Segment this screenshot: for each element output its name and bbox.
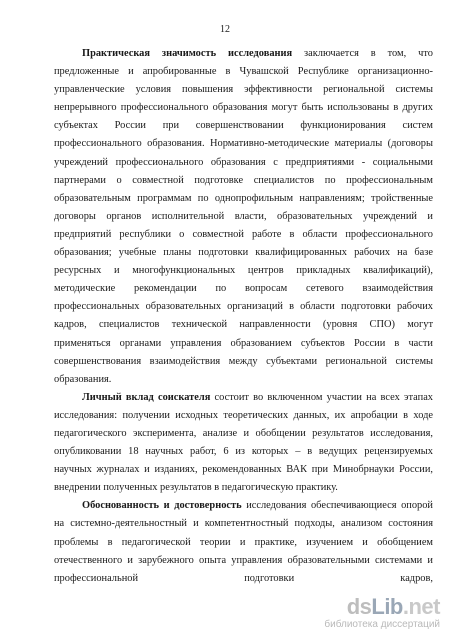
text-line: договоры органов исполнительной власти, образовательных учреждений и [54,210,433,222]
text-line: ресурсных и многофункциональных центров прикладных квалификаций), [54,265,433,277]
paragraph-lead: Практическая значимость исследования [82,48,293,59]
document-body [54,45,433,588]
text-line: кадров, специалистов технической направленности (уровня СПО) могут [54,319,433,331]
text-line: внедрении полученных результатов в педагогическую практику. [54,482,338,494]
page-number: 12 [220,24,230,35]
text-line: Обоснованность и достоверность исследования обеспечивающиеся опорой [82,500,433,512]
dslib-logo: dsLib.net [346,594,440,619]
text-line: субъектах России при совершенствовании функционирования систем [54,120,433,132]
text-line: методические рекомендации по вопросам сетевого взаимодействия [54,283,433,295]
paragraph-lead: Обоснованность и достоверность [82,500,242,512]
text-line: профессиональной подготовки кадров, [54,572,433,584]
text-line: профессиональных образовательных организаций в области подготовки рабочих [54,301,433,313]
text-line: опубликовании 18 научных работ, 6 из которых – в ведущих рецензируемых [54,446,433,458]
text-line: на системно-деятельностный и компетентностный подходы, анализом состояния [54,518,433,530]
text-line: предприятий республики о совместной работе в области профессионального [54,228,433,240]
text-line: педагогического эксперимента, анализе и обобщении результатов исследования, [54,427,433,439]
dslib-tagline: библиотека диссертаций [324,619,440,630]
paragraph-practical-significance [54,45,433,389]
text-line: непрерывного профессионального образования могут быть использованы в других [54,102,433,114]
text-line: образовательным программам по однопрофильным направлениям; тройственные [54,192,433,204]
text-line: применяться органами управления образованием субъектов России в части [54,337,433,349]
text-line: профессионального образования. Нормативно-методические материалы (договоры [54,138,433,150]
text-line: образования; учебные планы подготовки квалифицированных рабочих на базе [54,247,433,259]
text-line: управленческие условия повышения эффективности региональной системы [54,84,433,96]
dslib-watermark [320,595,440,631]
text-line: предложенные и апробированные в Чувашской Республике организационно- [54,66,433,78]
text-line: исследования: получении исходных теоретических данных, их апробации в ходе [54,409,433,421]
paragraph-personal-contribution [54,389,433,498]
text-line: учреждений профессионального образования с предприятиями - социальными [54,156,433,168]
text-line: Практическая значимость исследования заключается в том, что [82,48,433,59]
text-line: научных журналах и изданиях, рекомендованных ВАК при Минобрнауки России, [54,464,433,476]
paragraph-lead: Личный вклад соискателя [82,391,211,403]
text-line: партнерами о совместной подготовке специалистов по профессиональным [54,174,433,186]
paragraph-validity-reliability [54,497,433,587]
text-line: совершенствования взаимодействия между субъектами региональной системы [54,355,433,367]
text-line: проблемы в педагогической теории и практике, изучением и обобщением [54,536,433,548]
text-line: образования. [54,373,112,385]
text-line: Личный вклад соискателя состоит во включенном участии на всех этапах [82,391,433,403]
text-line: отечественного и зарубежного опыта управления образовательными системами и [54,554,433,566]
